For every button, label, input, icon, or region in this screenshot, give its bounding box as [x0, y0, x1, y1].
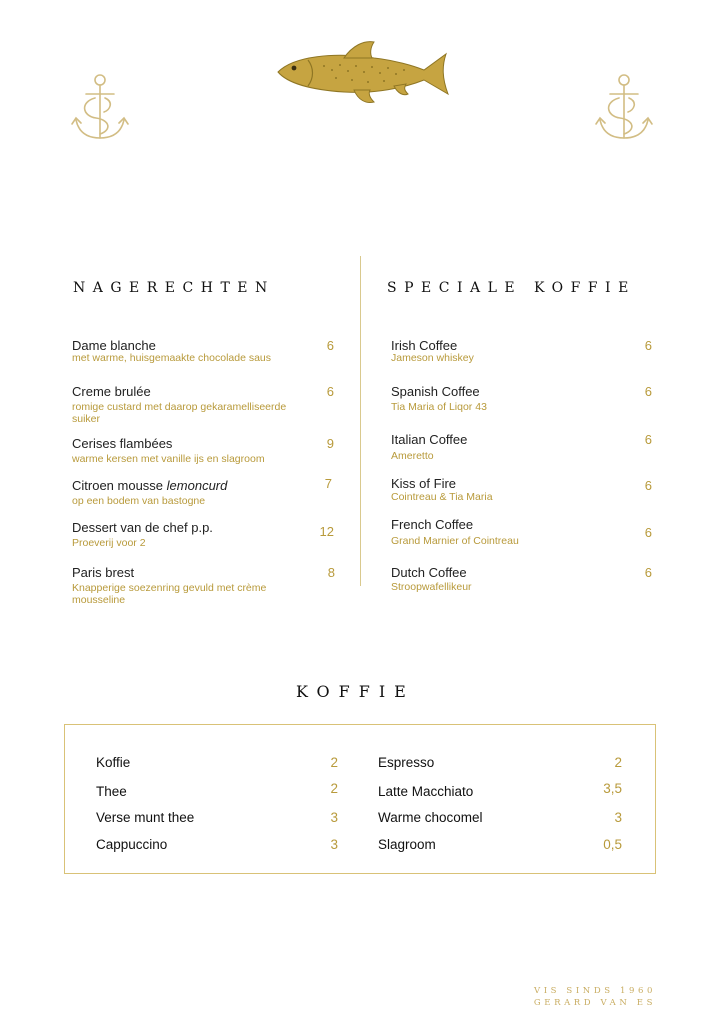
section-title-koffie: KOFFIE	[296, 682, 415, 701]
menu-item-name: Creme brulée	[72, 384, 151, 399]
menu-item-desc: met warme, huisgemaakte chocolade saus	[72, 352, 272, 364]
koffie-item-price: 2	[330, 755, 338, 770]
section-title-speciale-koffie: SPECIALE KOFFIE	[387, 280, 636, 296]
menu-item-price: 6	[326, 338, 334, 353]
koffie-item-price: 2	[330, 781, 338, 796]
menu-item-desc: Tia Maria of Liqor 43	[391, 401, 487, 413]
menu-item-name	[72, 478, 227, 493]
menu-item-price: 7	[324, 476, 332, 491]
menu-item-desc: op een bodem van bastogne	[72, 495, 206, 507]
menu-item-name: Dutch Coffee	[391, 565, 467, 580]
footer-line-1: VIS SINDS 1960	[533, 986, 656, 996]
menu-item-price: 6	[326, 384, 334, 399]
koffie-item-price: 3	[330, 837, 338, 852]
menu-item-price: 6	[644, 338, 652, 353]
koffie-item-name: Slagroom	[378, 837, 436, 852]
menu-item-price: 9	[326, 436, 334, 451]
section-title-nagerechten: NAGERECHTEN	[73, 280, 275, 296]
koffie-item-price: 3	[330, 810, 338, 825]
koffie-item-price: 3	[614, 810, 622, 825]
footer-line-2: GERARD VAN ES	[533, 998, 656, 1008]
menu-item-name: Dame blanche	[72, 338, 156, 353]
koffie-item-price: 0,5	[603, 837, 622, 852]
menu-item-desc: Stroopwafellikeur	[391, 581, 472, 593]
menu-item-price: 6	[644, 384, 652, 399]
koffie-item-price: 2	[614, 755, 622, 770]
menu-item-name-italic: lemoncurd	[166, 478, 228, 493]
menu-item-name: Paris brest	[72, 565, 135, 580]
koffie-item-name: Latte Macchiato	[378, 784, 474, 799]
koffie-item-name: Cappuccino	[96, 837, 168, 852]
footer-tagline	[456, 985, 656, 1009]
koffie-item-name: Warme chocomel	[378, 810, 483, 825]
menu-item-desc: Proeverij voor 2	[72, 537, 146, 549]
menu-item-name: Dessert van de chef p.p.	[72, 520, 213, 535]
menu-item-desc: Grand Marnier of Cointreau	[391, 535, 519, 547]
menu-item-desc: Knapperige soezenring gevuld met crème mousseline	[72, 582, 267, 606]
menu-item-desc: warme kersen met vanille ijs en slagroom	[72, 453, 265, 465]
menu-item-price: 6	[644, 565, 652, 580]
menu-item-name: Italian Coffee	[391, 432, 468, 447]
menu-item-desc: Cointreau & Tia Maria	[391, 491, 493, 503]
menu-item-name: Cerises flambées	[72, 436, 173, 451]
koffie-item-name: Koffie	[96, 755, 131, 770]
menu-item-desc: Ameretto	[391, 450, 434, 462]
menu-item-name: Spanish Coffee	[391, 384, 480, 399]
koffie-item-name: Espresso	[378, 755, 435, 770]
menu-item-price: 8	[327, 565, 335, 580]
menu-item-name: Kiss of Fire	[391, 476, 457, 491]
menu-item-price: 6	[644, 432, 652, 447]
koffie-item-name: Thee	[96, 784, 127, 799]
menu-item-desc: romige custard met daarop gekaramelliseerde suiker	[72, 401, 287, 425]
column-divider	[360, 256, 361, 586]
fish-icon	[274, 38, 454, 110]
menu-item-name-main: Citroen mousse	[72, 478, 164, 493]
menu-item-desc: Jameson whiskey	[391, 352, 474, 364]
menu-item-price: 6	[644, 478, 652, 493]
anchor-icon	[594, 72, 654, 144]
menu-item-price: 12	[319, 524, 334, 539]
anchor-icon	[70, 72, 130, 144]
menu-item-name: Irish Coffee	[391, 338, 458, 353]
menu-item-name: French Coffee	[391, 517, 474, 532]
menu-item-price: 6	[644, 525, 652, 540]
koffie-item-name: Verse munt thee	[96, 810, 195, 825]
koffie-item-price: 3,5	[603, 781, 622, 796]
